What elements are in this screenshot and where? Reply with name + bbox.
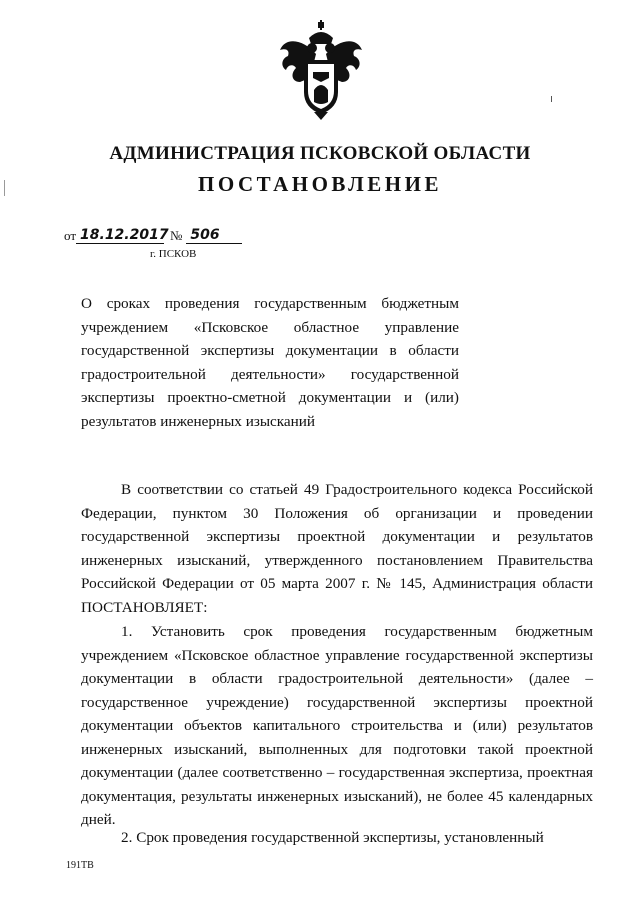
document-subject: О сроках проведения государственным бюджетным учреждением «Псковское областное управление государственной экспертизы документации в области градостроительной деятельности» государственной экспертизы проектно-сметной документации и (или) результатов инженерных изысканий	[81, 295, 459, 430]
document-type-title: ПОСТАНОВЛЕНИЕ	[198, 172, 442, 196]
city-label: г. ПСКОВ	[150, 248, 197, 260]
number-prefix: №	[170, 228, 183, 243]
footer-code: 191ТВ	[66, 860, 94, 871]
item-1-paragraph: 1. Установить срок проведения государственным бюджетным учреждением «Псковское областное управление государственной экспертизы документации в области градостроительной деятельности» (далее – государственное учреждение) государственной экспертизы проектной документации объектов капитального строительства и (или) результатов инженерных изысканий, выполненных для подготовки такой проектной документации (далее соответственно – государственная экспертиза, проектная документация, результаты инженерных изысканий), не более 45 календарных дней.	[81, 623, 593, 828]
coat-of-arms-emblem	[276, 20, 366, 120]
registration-line	[64, 228, 242, 244]
preamble-paragraph: В соответствии со статьей 49 Градостроительного кодекса Российской Федерации, пунктом 30 Положения об организации и проведении государственной экспертизы проектной документации и результатов инженерных изысканий, утвержденного постановлением Правительства Российской Федерации от 05 марта 2007 г. № 145, Администрация области ПОСТАНОВЛЯЕТ:	[81, 481, 593, 616]
handwritten-number: 506	[186, 228, 242, 244]
organization-title: АДМИНИСТРАЦИЯ ПСКОВСКОЙ ОБЛАСТИ	[109, 143, 531, 164]
scan-mark	[551, 96, 552, 102]
item-2-paragraph: 2. Срок проведения государственной экспертизы, установленный	[121, 829, 544, 846]
handwritten-date: 18.12.2017	[76, 228, 164, 244]
date-prefix: от	[64, 228, 77, 243]
